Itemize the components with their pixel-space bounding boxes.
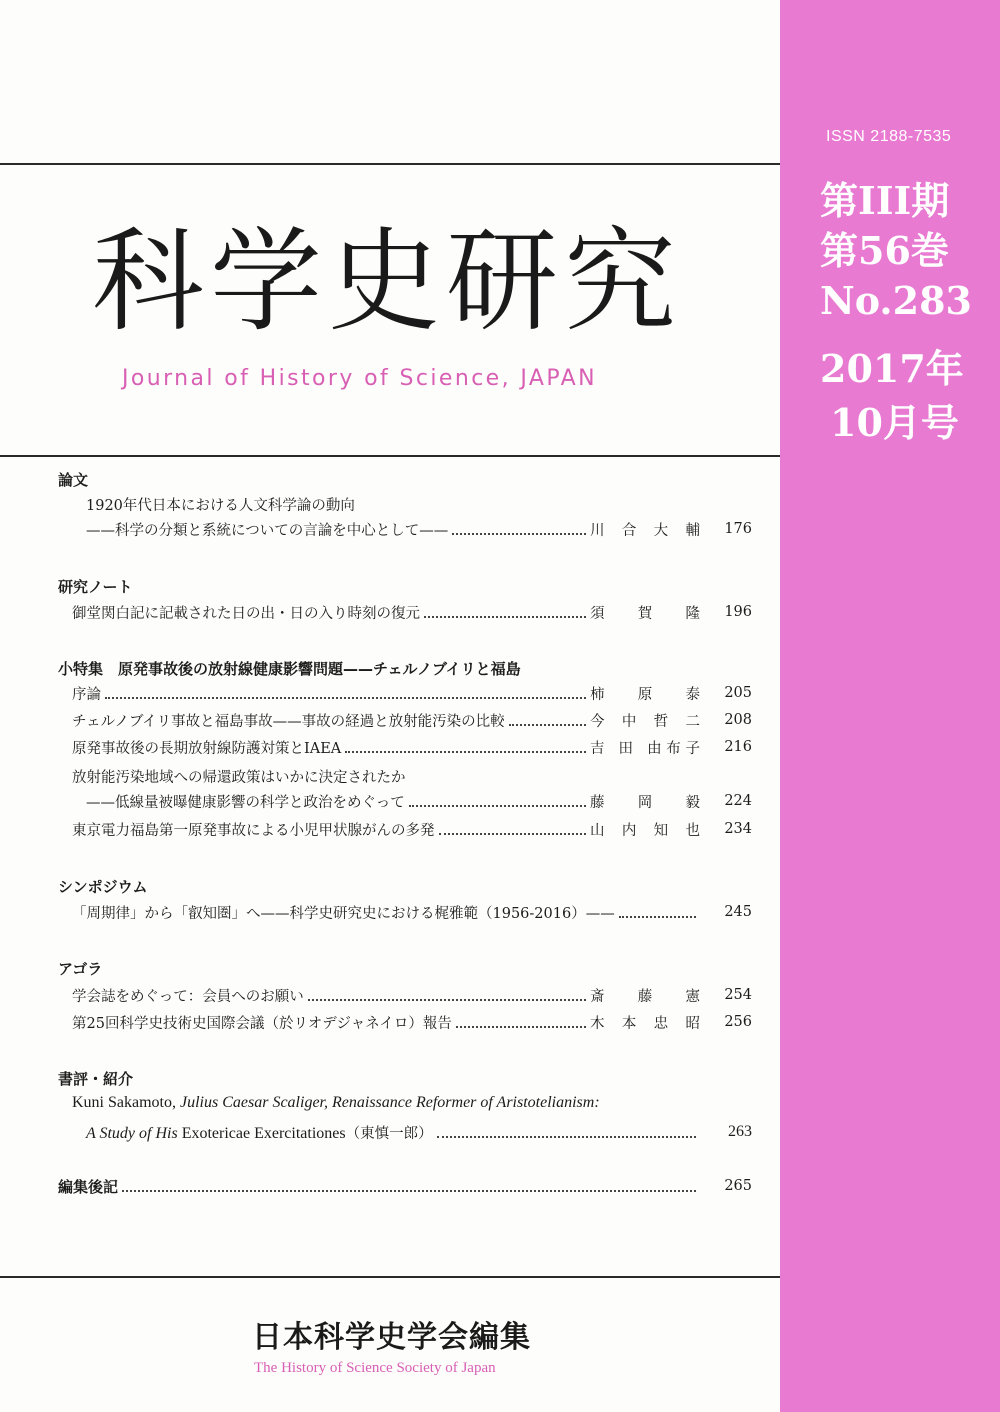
toc-entry[interactable]: [72, 1011, 752, 1033]
issue-number: No.283: [820, 278, 972, 323]
toc-entry-author: 柿 原 泰: [590, 686, 700, 703]
toc-entry[interactable]: [86, 1121, 752, 1143]
toc-entry-page: 256: [724, 1014, 752, 1030]
toc-entry-title: 学会誌をめぐって：会員へのお願い: [72, 988, 304, 1005]
toc-entry-author: 須 賀 隆: [590, 605, 700, 622]
toc-entry-title: 「周期律」から「叡知圏」へ——科学史研究史における梶雅範（1956-2016）——: [72, 905, 615, 922]
toc-entry-title: ——低線量被曝健康影響の科学と政治をめぐって: [86, 794, 405, 811]
toc-entry-author: 川 合 大 輔: [590, 522, 700, 539]
leader-dots: [452, 533, 586, 535]
leader-dots: [456, 1026, 586, 1028]
section-heading-agora: アゴラ: [58, 960, 103, 978]
toc-entry-page: 208: [724, 712, 752, 728]
issn: ISSN 2188-7535: [826, 128, 952, 145]
toc-entry[interactable]: [72, 736, 752, 758]
toc-entry[interactable]: [86, 790, 752, 812]
toc-entry-title: [72, 1094, 600, 1112]
toc-entry[interactable]: [72, 984, 752, 1006]
toc-entry[interactable]: [72, 601, 752, 623]
issue-year: 2017年: [820, 346, 964, 391]
toc-entry-title: ——科学の分類と系統についての言論を中心として——: [86, 522, 449, 539]
leader-dots: [439, 833, 587, 835]
toc-entry-title: 第25回科学史技術史国際会議（於リオデジャネイロ）報告: [72, 1015, 452, 1032]
toc-entry-title: 東京電力福島第一原発事故による小児甲状腺がんの多発: [72, 822, 435, 839]
toc-entry-author: 吉 田 由布子: [590, 740, 700, 757]
section-heading-papers: 論文: [58, 471, 89, 489]
toc-entry-page: 265: [724, 1178, 752, 1194]
top-rule: [0, 163, 780, 165]
leader-dots: [308, 999, 586, 1001]
journal-title: 科学史研究: [92, 217, 682, 347]
leader-dots: [424, 616, 586, 618]
review-book-title-cont: A Study of His: [86, 1124, 182, 1142]
toc-entry-page: 176: [724, 521, 752, 537]
toc-entry[interactable]: [72, 709, 752, 731]
review-book-title: Julius Caesar Scaliger, Renaissance Reformer of Aristotelianism:: [180, 1094, 600, 1111]
section-heading-editorial-note: 編集後記: [58, 1177, 119, 1196]
toc-entry-author: 斎 藤 憲: [590, 988, 700, 1005]
volume-number: 第56巻: [820, 228, 949, 273]
toc-entry-title: 御堂関白記に記載された日の出・日の入り時刻の復元: [72, 605, 420, 622]
toc-entry-page: 224: [724, 793, 752, 809]
toc-entry-title: 序論: [72, 686, 101, 703]
toc-entry-page: 245: [724, 904, 752, 920]
toc-entry[interactable]: [86, 518, 752, 540]
middle-rule: [0, 455, 780, 457]
toc-entry-title: [86, 1122, 433, 1143]
toc-entry-page: 263: [728, 1123, 752, 1140]
toc-entry[interactable]: [72, 682, 752, 704]
publisher-japanese: 日本科学史学会編集: [252, 1320, 531, 1355]
toc-entry-author: 藤 岡 毅: [590, 794, 700, 811]
section-heading-research-notes: 研究ノート: [58, 578, 133, 596]
leader-dots: [619, 916, 696, 918]
toc-entry-page: 205: [724, 685, 752, 701]
toc-entry-title: 1920年代日本における人文科学論の動向: [86, 498, 355, 514]
review-book-title-roman: Exotericae Exercitationes: [181, 1124, 346, 1142]
toc-entry-page: 216: [724, 739, 752, 755]
issue-month: 10月号: [830, 400, 959, 445]
bottom-rule: [0, 1276, 780, 1278]
toc-entry[interactable]: [58, 1175, 752, 1197]
toc-entry-page: 254: [724, 987, 752, 1003]
toc-entry-author: 木 本 忠 昭: [590, 1015, 700, 1032]
leader-dots: [437, 1136, 696, 1138]
toc-entry-page: 196: [724, 604, 752, 620]
toc-entry[interactable]: [72, 818, 752, 840]
section-heading-symposium: シンポジウム: [58, 878, 148, 896]
review-reviewer: （東慎一郎）: [345, 1125, 433, 1142]
toc-entry-title: 放射能汚染地域への帰還政策はいかに決定されたか: [72, 770, 406, 786]
publisher-english: The History of Science Society of Japan: [254, 1360, 496, 1376]
toc-entry-title: チェルノブイリ事故と福島事故——事故の経過と放射能汚染の比較: [72, 713, 505, 730]
series-number: 第III期: [820, 178, 950, 223]
section-heading-special-feature: 小特集 原発事故後の放射線健康影響問題——チェルノブイリと福島: [58, 660, 521, 678]
toc-entry-author: 山 内 知 也: [590, 822, 700, 839]
leader-dots: [345, 751, 586, 753]
section-heading-reviews: 書評・紹介: [58, 1070, 134, 1088]
toc-entry-author: 今 中 哲 二: [590, 713, 700, 730]
toc-entry-title: 原発事故後の長期放射線防護対策とIAEA: [72, 740, 342, 757]
leader-dots: [509, 724, 586, 726]
leader-dots: [105, 697, 586, 699]
leader-dots: [122, 1190, 696, 1192]
toc-entry-page: 234: [724, 821, 752, 837]
journal-subtitle: Journal of History of Science, JAPAN: [122, 366, 597, 391]
toc-entry[interactable]: [72, 901, 752, 923]
review-author: Kuni Sakamoto,: [72, 1094, 180, 1111]
leader-dots: [409, 805, 586, 807]
